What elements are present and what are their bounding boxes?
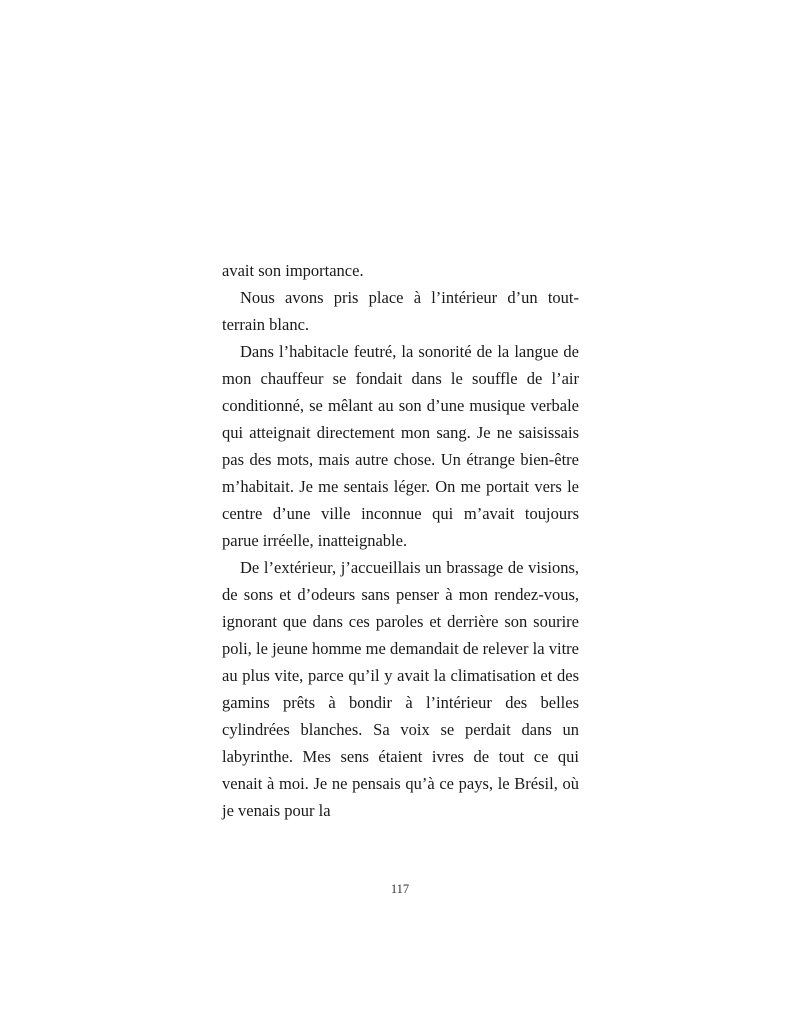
page-number: 117: [390, 882, 410, 896]
paragraph-continued: avait son importance.: [222, 261, 364, 280]
paragraph: Dans l’habitacle feutré, la sonorité de la langue de mon chauffeur se fondait dans le souffle de l’air conditionné, se mêlant au son d’une musique verbale qui atteignait directement mon sang. Je ne saisissais pas des mots, mais autre chose. Un étrange bien-être m’habitait. Je me sentais léger. On me portait vers le centre d’une ville inconnue qui m’avait toujours parue irréelle, inatteignable.: [222, 342, 579, 550]
page-body: [222, 257, 579, 824]
paragraph: Nous avons pris place à l’intérieur d’un tout-terrain blanc.: [222, 288, 579, 334]
paragraph: De l’extérieur, j’accueillais un brassage de visions, de sons et d’odeurs sans penser à mon rendez-vous, ignorant que dans ces paroles et derrière son sourire poli, le jeune homme me demandait de relever la vitre au plus vite, parce qu’il y avait la climatisation et des gamins prêts à bondir à l’intérieur des belles cylindrées blanches. Sa voix se perdait dans un labyrinthe. Mes sens étaient ivres de tout ce qui venait à moi. Je ne pensais qu’à ce pays, le Brésil, où je venais pour la: [222, 558, 579, 820]
